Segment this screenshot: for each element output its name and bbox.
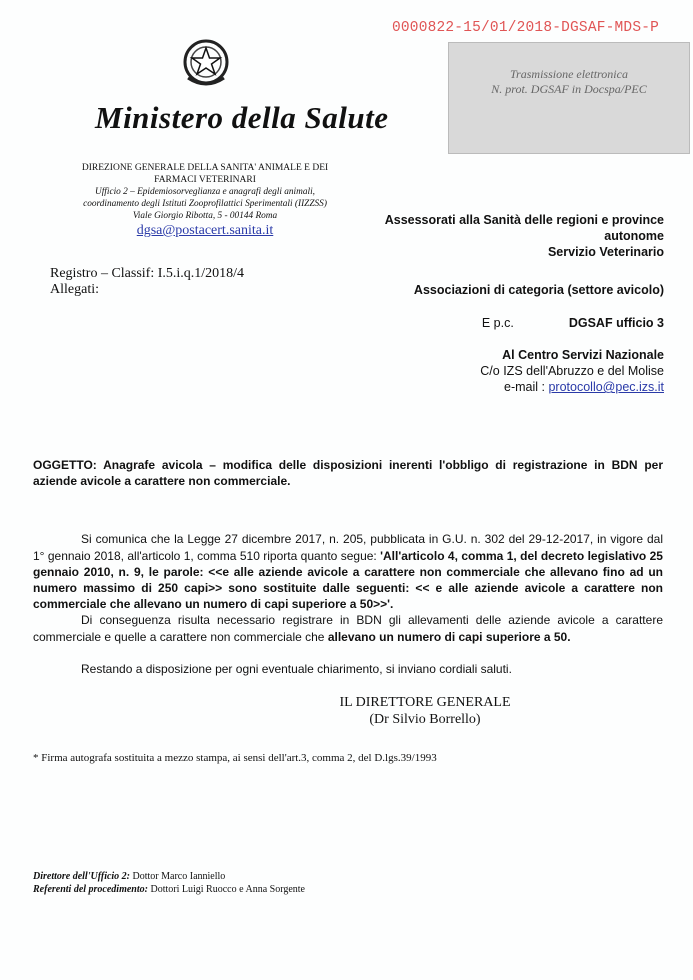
recipients-block bbox=[380, 212, 664, 395]
footer-label: Referenti del procedimento: bbox=[33, 884, 148, 895]
recipient: Centro Servizi Nazionale bbox=[518, 348, 664, 362]
attachments-label: Allegati: bbox=[50, 282, 99, 297]
paragraph-text: Di conseguenza risulta necessario registrare in BDN gli allevamenti delle aziende avicole a carattere commerciale e quelle a carattere non commerciale che bbox=[33, 613, 663, 644]
pec-line: N. prot. DGSAF in Docspa/PEC bbox=[491, 82, 647, 96]
paragraph bbox=[33, 531, 663, 612]
office-address: Viale Giorgio Ribotta, 5 - 00144 Roma bbox=[132, 211, 278, 221]
paragraph-text: Si comunica che la Legge 27 dicembre 2017, n. 205, pubblicata in G.U. n. 302 del 29-12-2017, in vigore dal 1° gennaio 2018, all'articolo 1, comma 510 riporta quanto segue: bbox=[33, 532, 663, 563]
footer-contacts bbox=[33, 870, 305, 896]
recipient-prefix: Al bbox=[502, 348, 515, 362]
signature-note: * Firma autografa sostituita a mezzo stampa, ai sensi dell'art.3, comma 2, del D.lgs.39/1993 bbox=[33, 752, 437, 764]
pec-transmission-box bbox=[448, 42, 690, 154]
registry-block bbox=[50, 266, 244, 298]
letter-body bbox=[33, 457, 663, 677]
footer-value: Dottori Luigi Ruocco e Anna Sorgente bbox=[147, 884, 305, 895]
sender-block bbox=[50, 162, 360, 240]
office-name: Ufficio 2 – Epidemiosorveglianza e anagrafi degli animali, bbox=[94, 187, 315, 197]
epc-label: E p.c. bbox=[481, 316, 514, 330]
registry-class: Registro – Classif: I.5.i.q.1/2018/4 bbox=[50, 266, 245, 281]
recipient-email-link[interactable]: protocollo@pec.izs.it bbox=[548, 380, 664, 394]
closing-paragraph: Restando a disposizione per ogni eventuale chiarimento, si inviano cordiali saluti. bbox=[81, 661, 512, 676]
pec-line: Trasmissione elettronica bbox=[510, 67, 628, 81]
signer-name: (Dr Silvio Borrello) bbox=[369, 712, 481, 727]
paragraph-quote: 'All'articolo 4, comma 1, del decreto legislativo 25 gennaio 2010, n. 9, le parole: <<e alle aziende avicole a carattere non commerciale che allevano fino ad un numero massimo di 250 capi>> sono sostituite dalle seguenti: << e alle aziende avicole a carattere non commerciale che allevano un numero di capi superiore a 50>>'. bbox=[33, 548, 663, 612]
paragraph-emphasis: allevano un numero di capi superiore a 50. bbox=[327, 629, 571, 644]
footer-value: Dottor Marco Ianniello bbox=[130, 871, 226, 882]
recipient: autonome bbox=[604, 229, 664, 243]
recipient: Servizio Veterinario bbox=[547, 245, 664, 259]
signature-block bbox=[300, 694, 550, 728]
office-name: coordinamento degli Istituti Zooprofilattici Sperimentali (IIZZSS) bbox=[83, 199, 327, 209]
email-label: e-mail : bbox=[504, 380, 545, 394]
recipient: Assessorati alla Sanità delle regioni e province bbox=[384, 213, 664, 227]
italian-emblem-icon bbox=[180, 34, 232, 88]
recipient-address: C/o IZS dell'Abruzzo e del Molise bbox=[480, 364, 664, 378]
recipient: DGSAF ufficio 3 bbox=[568, 316, 664, 330]
subject: OGGETTO: Anagrafe avicola – modifica delle disposizioni inerenti l'obbligo di registrazione in BDN per aziende avicole a carattere non commerciale. bbox=[33, 458, 663, 489]
signer-title: IL DIRETTORE GENERALE bbox=[339, 695, 511, 710]
recipient: Associazioni di categoria (settore avicolo) bbox=[413, 283, 664, 297]
direction-name: DIREZIONE GENERALE DELLA SANITA' ANIMALE E DEI bbox=[81, 163, 329, 173]
direction-name: FARMACI VETERINARI bbox=[154, 175, 256, 185]
ministry-logo-text: Ministero della Salute bbox=[95, 100, 389, 135]
paragraph bbox=[33, 612, 663, 644]
footer-label: Direttore dell'Ufficio 2: bbox=[33, 871, 131, 882]
sender-email-link[interactable]: dgsa@postacert.sanita.it bbox=[136, 223, 274, 238]
protocol-stamp: 0000822-15/01/2018-DGSAF-MDS-P bbox=[392, 20, 660, 36]
